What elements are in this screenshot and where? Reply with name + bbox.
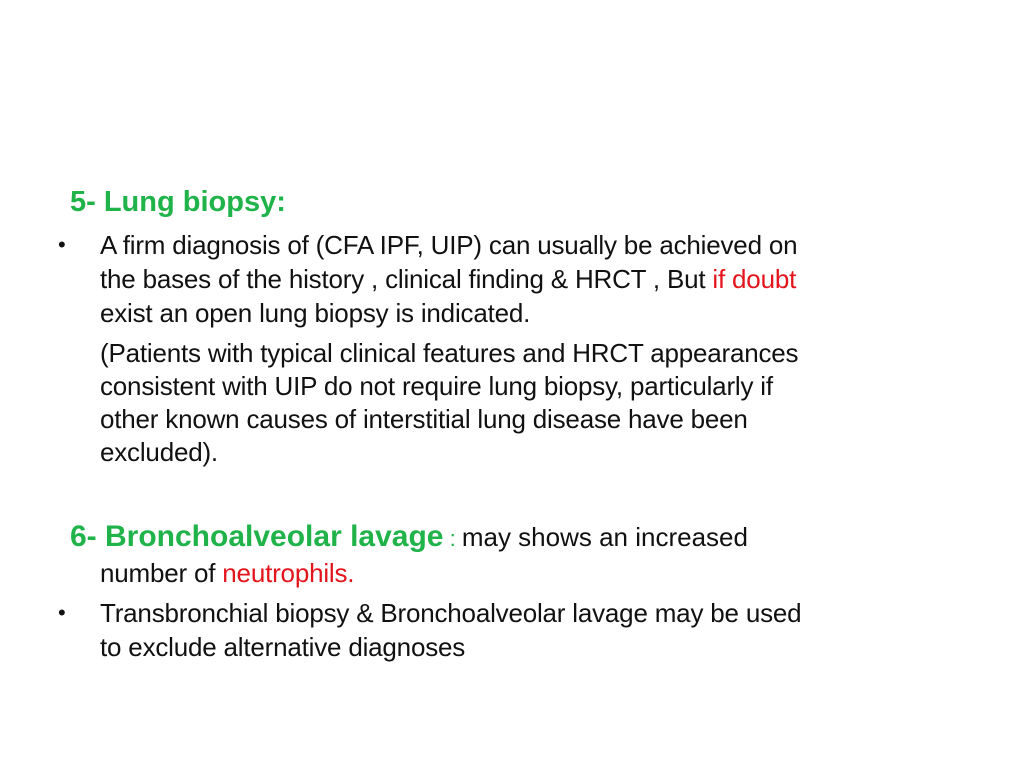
neutrophils-highlight: neutrophils. (222, 558, 355, 588)
section6-line-2 (100, 556, 354, 590)
section5-note-line-1: (Patients with typical clinical features and HRCT appearances (100, 338, 799, 368)
bullet-icon: • (58, 600, 66, 625)
section5-bullet-line-2-text: the bases of the history , clinical finding & HRCT , But (100, 264, 713, 294)
section5-bullet-line-2 (100, 262, 796, 296)
section5-note-line-3: other known causes of interstitial lung disease have been (100, 404, 748, 434)
section6-line-2-text: number of (100, 558, 223, 588)
bullet-icon: • (58, 232, 66, 257)
section5-heading: 5- Lung biopsy: (70, 186, 286, 218)
section6-heading-text: may shows an increased (461, 522, 748, 552)
section5-bullet-line-3: exist an open lung biopsy is indicated. (100, 298, 531, 328)
section6-heading-line (70, 518, 748, 558)
section5-note-line-2: consistent with UIP do not require lung biopsy, particularly if (100, 371, 773, 401)
if-doubt-highlight: if doubt (712, 264, 797, 294)
section5-note-line-4: excluded). (100, 437, 218, 467)
section6-bullet-line-2: to exclude alternative diagnoses (100, 632, 466, 662)
section5-bullet-line-1: A firm diagnosis of (CFA IPF, UIP) can usually be achieved on (100, 230, 798, 260)
section6-separator: : (443, 526, 462, 551)
section6-heading: 6- Bronchoalveolar lavage (70, 520, 444, 553)
section6-bullet-line-1: Transbronchial biopsy & Bronchoalveolar lavage may be used (100, 598, 802, 628)
